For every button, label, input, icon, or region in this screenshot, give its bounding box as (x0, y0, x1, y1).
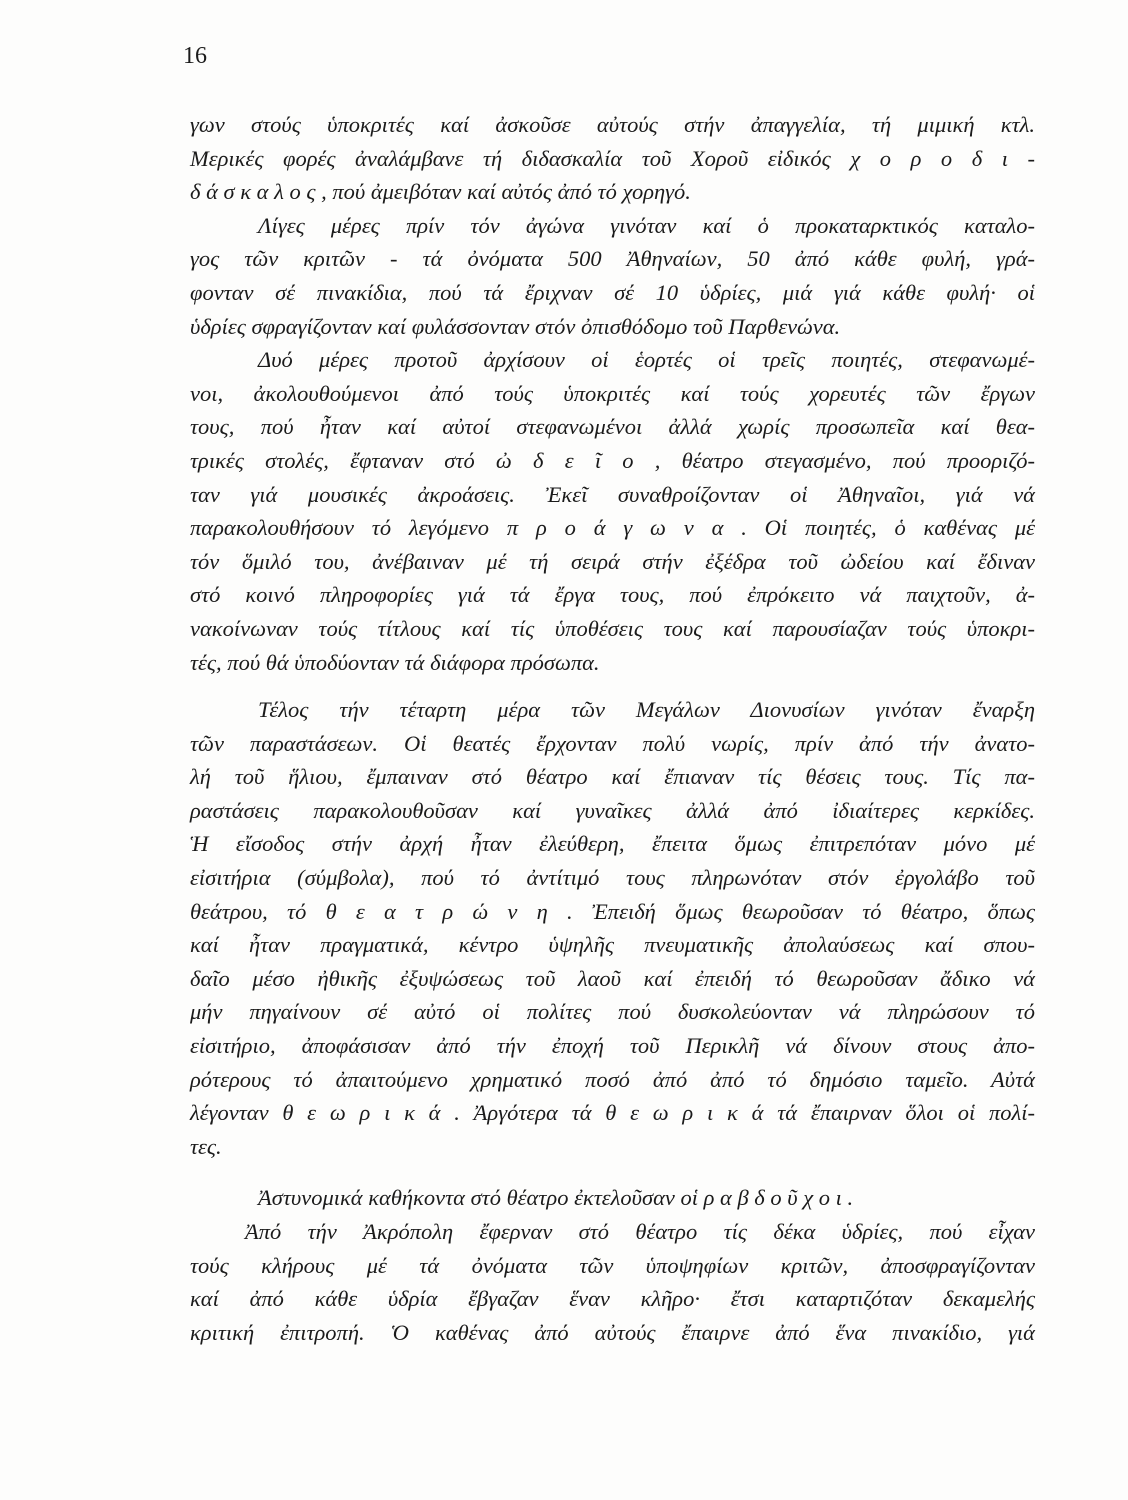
paragraph (190, 108, 1035, 209)
paragraph (190, 1181, 1035, 1215)
paragraph (190, 693, 1035, 1163)
text-line: ταν γιά μουσικές ἀκροάσεις. Ἐκεῖ συναθροίζονταν οἱ Ἀθηναῖοι, γιά νά (190, 481, 1035, 507)
text-line: θεάτρου, τό θ ε α τ ρ ώ ν η . Ἐπειδή ὅμως θεωροῦσαν τό θέατρο, ὅπως (190, 898, 1035, 924)
text-line: στό κοινό πληροφορίες γιά τά ἔργα τους, πού ἐπρόκειτο νά παιχτοῦν, ἀ- (190, 582, 1035, 608)
text-line: νοι, ἀκολουθούμενοι ἀπό τούς ὑποκριτές καί τούς χορευτές τῶν ἔργων (190, 380, 1035, 406)
paragraph (190, 209, 1035, 343)
text-line: ὑδρίες σφραγίζονταν καί φυλάσσονταν στόν ὀπισθόδομο τοῦ Παρθενώνα. (190, 313, 841, 339)
text-line: ραστάσεις παρακολουθοῦσαν καί γυναῖκες ἀλλά ἀπό ἰδιαίτερες κερκίδες. (190, 797, 1035, 823)
text-line: Δυό μέρες προτοῦ ἀρχίσουν οἱ ἑορτές οἱ τρεῖς ποιητές, στεφανωμέ- (258, 347, 1035, 373)
text-line: γων στούς ὑποκριτές καί ἀσκοῦσε αὐτούς στήν ἀπαγγελία, τή μιμική κτλ. (190, 112, 1035, 137)
text-line: εἰσιτήριο, ἀποφάσισαν ἀπό τήν ἐποχή τοῦ Περικλῆ νά δίνουν στους ἀπο- (190, 1033, 1035, 1059)
text-line: τρικές στολές, ἔφταναν στό ὠ δ ε ῖ ο , θέατρο στεγασμένο, πού προοριζό- (190, 447, 1035, 473)
text-line: καί ἀπό κάθε ὑδρία ἔβγαζαν ἕναν κλῆρο· ἔτσι καταρτιζόταν δεκαμελής (190, 1286, 1035, 1312)
text-line: κριτική ἐπιτροπή. Ὁ καθένας ἀπό αὐτούς ἔπαιρνε ἀπό ἕνα πινακίδιο, γιά (190, 1319, 1035, 1345)
page-number: 16 (183, 43, 207, 69)
text-line: τές, πού θά ὑποδύονταν τά διάφορα πρόσωπα. (190, 649, 600, 675)
text-line: τῶν παραστάσεων. Οἱ θεατές ἔρχονταν πολύ νωρίς, πρίν ἀπό τήν ἀνατο- (190, 730, 1035, 756)
text-line: Ἡ εἴσοδος στήν ἀρχή ἦταν ἐλεύθερη, ἔπειτα ὅμως ἐπιτρεπόταν μόνο μέ (190, 831, 1035, 857)
text-line: δ ά σ κ α λ ο ς , πού ἀμειβόταν καί αὐτός ἀπό τό χορηγό. (190, 179, 691, 205)
text-line: λή τοῦ ἥλιου, ἔμπαιναν στό θέατρο καί ἔπιαναν τίς θέσεις τους. Τίς πα- (190, 764, 1035, 790)
text-line: φονταν σέ πινακίδια, πού τά ἔριχναν σέ 10 ὑδρίες, μιά γιά κάθε φυλή· οἱ (190, 279, 1035, 305)
text-line: παρακολουθήσουν τό λεγόμενο π ρ ο ά γ ω ν α . Οἱ ποιητές, ὁ καθένας μέ (190, 515, 1035, 541)
text-line: μήν πηγαίνουν σέ αὐτό οἱ πολίτες πού δυσκολεύονταν νά πληρώσουν τό (190, 999, 1035, 1025)
text-line: γος τῶν κριτῶν - τά ὀνόματα 500 Ἀθηναίων, 50 ἀπό κάθε φυλή, γρά- (190, 246, 1035, 272)
text-line: Λίγες μέρες πρίν τόν ἀγώνα γινόταν καί ὁ προκαταρκτικός καταλο- (258, 212, 1035, 238)
text-line: εἰσιτήρια (σύμβολα), πού τό ἀντίτιμό τους πληρωνόταν στόν ἐργολάβο τοῦ (190, 865, 1035, 891)
text-line: τόν ὅμιλό του, ἀνέβαιναν μέ τή σειρά στήν ἐξέδρα τοῦ ὠδείου καί ἔδιναν (190, 548, 1035, 574)
text-line: Ἀπό τήν Ἀκρόπολη ἔφερναν στό θέατρο τίς δέκα ὑδρίες, πού εἶχαν (245, 1219, 1035, 1244)
text-line: Μερικές φορές ἀναλάμβανε τή διδασκαλία τοῦ Χοροῦ εἰδικός χ ο ρ ο δ ι - (190, 145, 1035, 171)
text-line: νακοίνωναν τούς τίτλους καί τίς ὑποθέσεις τους καί παρουσίαζαν τούς ὑποκρι- (190, 615, 1035, 641)
text-line: τες. (190, 1133, 222, 1159)
text-line: τους, πού ἦταν καί αὐτοί στεφανωμένοι ἀλλά χωρίς προσωπεῖα καί θεα- (190, 414, 1035, 440)
paragraph (190, 1215, 1035, 1349)
text-line: καί ἦταν πραγματικά, κέντρο ὑψηλῆς πνευματικῆς ἀπολαύσεως καί σπου- (190, 932, 1035, 958)
text-line: ρότερους τό ἀπαιτούμενο χρηματικό ποσό ἀπό ἀπό τό δημόσιο ταμεῖο. Αὐτά (190, 1066, 1035, 1092)
text-line: δαῖο μέσο ἠθικῆς ἐξυψώσεως τοῦ λαοῦ καί ἐπειδή τό θεωροῦσαν ἄδικο νά (190, 965, 1035, 991)
text-line: τούς κλήρους μέ τά ὀνόματα τῶν ὑποψηφίων κριτῶν, ἀποσφραγίζονταν (190, 1252, 1035, 1278)
text-line: Ἀστυνομικά καθήκοντα στό θέατρο ἐκτελοῦσαν οἱ ρ α β δ ο ῦ χ ο ι . (258, 1185, 854, 1211)
text-line: Τέλος τήν τέταρτη μέρα τῶν Μεγάλων Διονυσίων γινόταν ἔναρξη (258, 697, 1035, 723)
paragraph (190, 343, 1035, 679)
body-text (190, 108, 1035, 1349)
text-line: λέγονταν θ ε ω ρ ι κ ά . Ἀργότερα τά θ ε ω ρ ι κ ά τά ἔπαιρναν ὅλοι οἱ πολί- (190, 1100, 1035, 1126)
